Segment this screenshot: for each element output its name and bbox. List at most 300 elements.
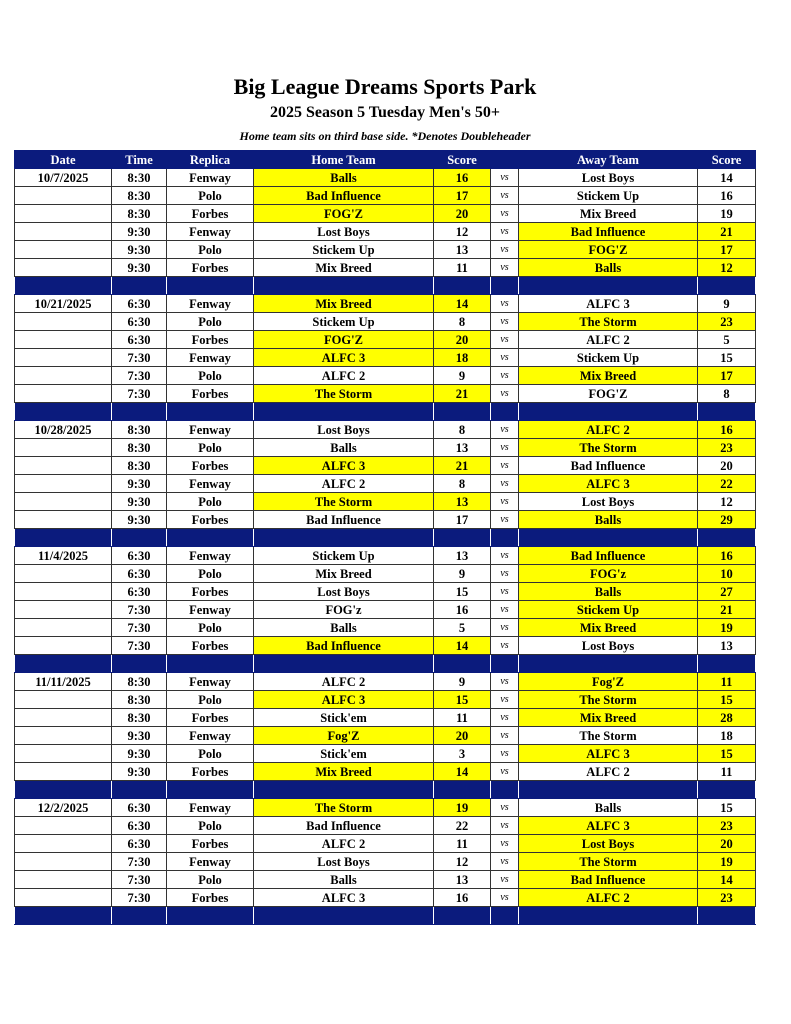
game-row [15,205,756,223]
vs-cell: vs [491,313,519,331]
time-cell: 7:30 [112,871,167,889]
date-cell [15,637,112,655]
home-score-cell: 21 [434,457,491,475]
separator-cell [254,655,434,673]
week-separator-row [15,907,756,925]
separator-cell [112,655,167,673]
away-score-cell: 20 [698,835,756,853]
date-cell [15,385,112,403]
time-cell: 9:30 [112,475,167,493]
game-row [15,889,756,907]
replica-cell: Fenway [167,349,254,367]
away-score-cell: 28 [698,709,756,727]
away-score-cell: 18 [698,727,756,745]
date-cell: 11/4/2025 [15,547,112,565]
separator-cell [698,403,756,421]
game-row [15,601,756,619]
away-team-cell: Stickem Up [519,187,698,205]
replica-cell: Polo [167,619,254,637]
away-score-cell: 23 [698,889,756,907]
home-team-cell: Stick'em [254,709,434,727]
time-cell: 9:30 [112,745,167,763]
home-team-cell: ALFC 3 [254,691,434,709]
home-score-cell: 20 [434,331,491,349]
replica-cell: Fenway [167,799,254,817]
away-score-cell: 8 [698,385,756,403]
home-score-cell: 11 [434,835,491,853]
home-team-cell: The Storm [254,385,434,403]
away-score-cell: 10 [698,565,756,583]
home-score-cell: 21 [434,385,491,403]
date-cell [15,565,112,583]
home-team-cell: The Storm [254,493,434,511]
time-cell: 9:30 [112,241,167,259]
separator-cell [15,277,112,295]
time-cell: 6:30 [112,295,167,313]
away-team-cell: Lost Boys [519,637,698,655]
game-row [15,727,756,745]
game-row [15,313,756,331]
time-cell: 9:30 [112,511,167,529]
time-cell: 6:30 [112,817,167,835]
date-cell [15,619,112,637]
time-cell: 6:30 [112,313,167,331]
vs-cell: vs [491,853,519,871]
home-team-cell: Lost Boys [254,853,434,871]
game-row [15,799,756,817]
away-score-cell: 21 [698,601,756,619]
time-cell: 9:30 [112,223,167,241]
away-score-cell: 16 [698,187,756,205]
away-team-cell: Lost Boys [519,169,698,187]
header-away-team: Away Team [519,151,698,169]
home-team-cell: Balls [254,169,434,187]
time-cell: 8:30 [112,709,167,727]
replica-cell: Fenway [167,421,254,439]
home-score-cell: 22 [434,817,491,835]
separator-cell [15,655,112,673]
separator-cell [434,529,491,547]
home-score-cell: 13 [434,871,491,889]
schedule-note: Home team sits on third base side. *Denotes Doubleheader [239,129,531,143]
home-score-cell: 12 [434,223,491,241]
time-cell: 8:30 [112,421,167,439]
replica-cell: Forbes [167,331,254,349]
away-team-cell: Bad Influence [519,223,698,241]
game-row [15,853,756,871]
vs-cell: vs [491,511,519,529]
separator-cell [519,403,698,421]
home-score-cell: 18 [434,349,491,367]
home-score-cell: 11 [434,259,491,277]
home-team-cell: Stickem Up [254,547,434,565]
away-team-cell: The Storm [519,313,698,331]
replica-cell: Forbes [167,835,254,853]
date-cell: 11/11/2025 [15,673,112,691]
away-score-cell: 16 [698,421,756,439]
vs-cell: vs [491,385,519,403]
time-cell: 7:30 [112,367,167,385]
away-team-cell: Mix Breed [519,367,698,385]
home-score-cell: 16 [434,169,491,187]
away-team-cell: Mix Breed [519,205,698,223]
replica-cell: Fenway [167,727,254,745]
page-subtitle: 2025 Season 5 Tuesday Men's 50+ [269,104,501,121]
vs-cell: vs [491,691,519,709]
date-cell [15,205,112,223]
week-separator-row [15,781,756,799]
away-team-cell: Bad Influence [519,457,698,475]
date-cell [15,475,112,493]
away-team-cell: ALFC 3 [519,475,698,493]
home-score-cell: 20 [434,205,491,223]
game-row [15,673,756,691]
vs-cell: vs [491,727,519,745]
away-score-cell: 13 [698,637,756,655]
away-score-cell: 11 [698,673,756,691]
replica-cell: Forbes [167,583,254,601]
time-cell: 8:30 [112,439,167,457]
home-score-cell: 17 [434,511,491,529]
time-cell: 8:30 [112,457,167,475]
vs-cell: vs [491,835,519,853]
separator-cell [698,781,756,799]
vs-cell: vs [491,457,519,475]
separator-cell [254,529,434,547]
game-row [15,745,756,763]
away-team-cell: FOG'Z [519,241,698,259]
separator-cell [491,403,519,421]
home-team-cell: Mix Breed [254,763,434,781]
home-team-cell: Balls [254,871,434,889]
date-cell: 10/7/2025 [15,169,112,187]
time-cell: 8:30 [112,691,167,709]
home-score-cell: 13 [434,493,491,511]
vs-cell: vs [491,223,519,241]
week-separator-row [15,403,756,421]
away-score-cell: 19 [698,205,756,223]
replica-cell: Fenway [167,601,254,619]
game-row [15,367,756,385]
vs-cell: vs [491,817,519,835]
game-row [15,295,756,313]
date-cell [15,331,112,349]
replica-cell: Fenway [167,169,254,187]
home-score-cell: 8 [434,475,491,493]
home-team-cell: Balls [254,439,434,457]
away-team-cell: ALFC 2 [519,421,698,439]
header-time: Time [112,151,167,169]
date-cell [15,583,112,601]
vs-cell: vs [491,745,519,763]
vs-cell: vs [491,619,519,637]
separator-cell [15,529,112,547]
date-cell [15,835,112,853]
separator-cell [698,907,756,925]
separator-cell [434,655,491,673]
separator-cell [491,277,519,295]
time-cell: 6:30 [112,583,167,601]
header-date: Date [15,151,112,169]
away-team-cell: FOG'Z [519,385,698,403]
date-cell [15,313,112,331]
separator-cell [112,529,167,547]
vs-cell: vs [491,295,519,313]
replica-cell: Forbes [167,889,254,907]
vs-cell: vs [491,871,519,889]
separator-cell [112,781,167,799]
date-cell [15,709,112,727]
away-score-cell: 11 [698,763,756,781]
replica-cell: Forbes [167,259,254,277]
home-score-cell: 14 [434,763,491,781]
away-score-cell: 15 [698,349,756,367]
vs-cell: vs [491,673,519,691]
home-team-cell: Lost Boys [254,223,434,241]
game-row [15,259,756,277]
replica-cell: Fenway [167,223,254,241]
replica-cell: Polo [167,313,254,331]
vs-cell: vs [491,637,519,655]
date-cell: 10/28/2025 [15,421,112,439]
away-team-cell: FOG'z [519,565,698,583]
separator-cell [519,655,698,673]
time-cell: 8:30 [112,169,167,187]
date-cell [15,763,112,781]
game-row [15,583,756,601]
date-cell [15,367,112,385]
game-row [15,439,756,457]
home-score-cell: 8 [434,313,491,331]
home-team-cell: FOG'Z [254,331,434,349]
replica-cell: Forbes [167,457,254,475]
time-cell: 9:30 [112,727,167,745]
vs-cell: vs [491,349,519,367]
time-cell: 7:30 [112,601,167,619]
vs-cell: vs [491,475,519,493]
separator-cell [254,781,434,799]
away-team-cell: Mix Breed [519,619,698,637]
time-cell: 6:30 [112,331,167,349]
away-team-cell: ALFC 2 [519,889,698,907]
separator-cell [698,529,756,547]
home-team-cell: Mix Breed [254,259,434,277]
separator-cell [167,907,254,925]
away-team-cell: The Storm [519,439,698,457]
vs-cell: vs [491,367,519,385]
separator-cell [434,403,491,421]
home-score-cell: 9 [434,367,491,385]
separator-cell [491,781,519,799]
game-row [15,169,756,187]
away-score-cell: 16 [698,547,756,565]
home-team-cell: Mix Breed [254,295,434,313]
away-score-cell: 12 [698,259,756,277]
date-cell [15,241,112,259]
replica-cell: Forbes [167,763,254,781]
replica-cell: Polo [167,439,254,457]
vs-cell: vs [491,709,519,727]
separator-cell [698,277,756,295]
home-team-cell: Lost Boys [254,421,434,439]
away-team-cell: Fog'Z [519,673,698,691]
header-home-score: Score [434,151,491,169]
home-team-cell: Stickem Up [254,241,434,259]
date-cell [15,223,112,241]
schedule-body [15,169,756,925]
away-score-cell: 27 [698,583,756,601]
home-score-cell: 9 [434,673,491,691]
replica-cell: Polo [167,871,254,889]
home-team-cell: FOG'z [254,601,434,619]
home-team-cell: ALFC 2 [254,673,434,691]
away-team-cell: Bad Influence [519,547,698,565]
home-team-cell: ALFC 2 [254,367,434,385]
away-score-cell: 23 [698,817,756,835]
replica-cell: Forbes [167,205,254,223]
separator-cell [15,403,112,421]
away-team-cell: ALFC 2 [519,763,698,781]
game-row [15,871,756,889]
away-team-cell: Lost Boys [519,835,698,853]
away-team-cell: Lost Boys [519,493,698,511]
date-cell [15,457,112,475]
replica-cell: Forbes [167,385,254,403]
home-team-cell: ALFC 3 [254,457,434,475]
separator-cell [519,781,698,799]
date-cell [15,259,112,277]
home-score-cell: 3 [434,745,491,763]
replica-cell: Fenway [167,475,254,493]
vs-cell: vs [491,799,519,817]
replica-cell: Polo [167,745,254,763]
time-cell: 6:30 [112,547,167,565]
date-cell [15,871,112,889]
game-row [15,547,756,565]
away-score-cell: 9 [698,295,756,313]
game-row [15,457,756,475]
away-team-cell: Balls [519,583,698,601]
game-row [15,223,756,241]
home-score-cell: 12 [434,853,491,871]
away-score-cell: 5 [698,331,756,349]
home-team-cell: Balls [254,619,434,637]
replica-cell: Polo [167,817,254,835]
away-score-cell: 14 [698,169,756,187]
home-team-cell: Bad Influence [254,187,434,205]
home-score-cell: 13 [434,241,491,259]
separator-cell [519,529,698,547]
replica-cell: Polo [167,565,254,583]
separator-cell [167,529,254,547]
home-team-cell: ALFC 2 [254,475,434,493]
date-cell [15,601,112,619]
date-cell [15,439,112,457]
vs-cell: vs [491,889,519,907]
separator-cell [254,277,434,295]
away-score-cell: 14 [698,871,756,889]
vs-cell: vs [491,547,519,565]
date-cell [15,493,112,511]
separator-cell [491,529,519,547]
game-row [15,619,756,637]
game-row [15,385,756,403]
away-score-cell: 15 [698,745,756,763]
replica-cell: Polo [167,691,254,709]
home-score-cell: 19 [434,799,491,817]
away-team-cell: The Storm [519,691,698,709]
separator-cell [15,781,112,799]
away-team-cell: ALFC 3 [519,295,698,313]
away-team-cell: ALFC 2 [519,331,698,349]
time-cell: 9:30 [112,493,167,511]
game-row [15,709,756,727]
replica-cell: Fenway [167,547,254,565]
away-team-cell: Stickem Up [519,349,698,367]
time-cell: 6:30 [112,835,167,853]
game-row [15,187,756,205]
vs-cell: vs [491,187,519,205]
separator-cell [112,907,167,925]
vs-cell: vs [491,439,519,457]
away-score-cell: 15 [698,691,756,709]
game-row [15,349,756,367]
time-cell: 7:30 [112,853,167,871]
home-score-cell: 17 [434,187,491,205]
header-vs [491,151,519,169]
separator-cell [254,403,434,421]
vs-cell: vs [491,565,519,583]
vs-cell: vs [491,601,519,619]
replica-cell: Fenway [167,853,254,871]
game-row [15,475,756,493]
home-team-cell: Mix Breed [254,565,434,583]
away-team-cell: The Storm [519,853,698,871]
table-header-row [15,151,756,169]
away-score-cell: 23 [698,313,756,331]
separator-cell [434,781,491,799]
time-cell: 7:30 [112,619,167,637]
date-cell [15,745,112,763]
replica-cell: Polo [167,187,254,205]
separator-cell [491,655,519,673]
header-replica: Replica [167,151,254,169]
schedule-table [14,150,756,925]
vs-cell: vs [491,583,519,601]
home-team-cell: Lost Boys [254,583,434,601]
separator-cell [519,907,698,925]
away-team-cell: ALFC 3 [519,745,698,763]
home-score-cell: 5 [434,619,491,637]
away-team-cell: Stickem Up [519,601,698,619]
home-team-cell: Bad Influence [254,817,434,835]
separator-cell [167,403,254,421]
replica-cell: Polo [167,367,254,385]
separator-cell [167,655,254,673]
time-cell: 8:30 [112,205,167,223]
time-cell: 9:30 [112,763,167,781]
home-team-cell: Fog'Z [254,727,434,745]
away-score-cell: 17 [698,241,756,259]
date-cell [15,817,112,835]
separator-cell [112,403,167,421]
replica-cell: Polo [167,241,254,259]
separator-cell [112,277,167,295]
separator-cell [491,907,519,925]
date-cell: 12/2/2025 [15,799,112,817]
away-score-cell: 19 [698,619,756,637]
home-score-cell: 8 [434,421,491,439]
